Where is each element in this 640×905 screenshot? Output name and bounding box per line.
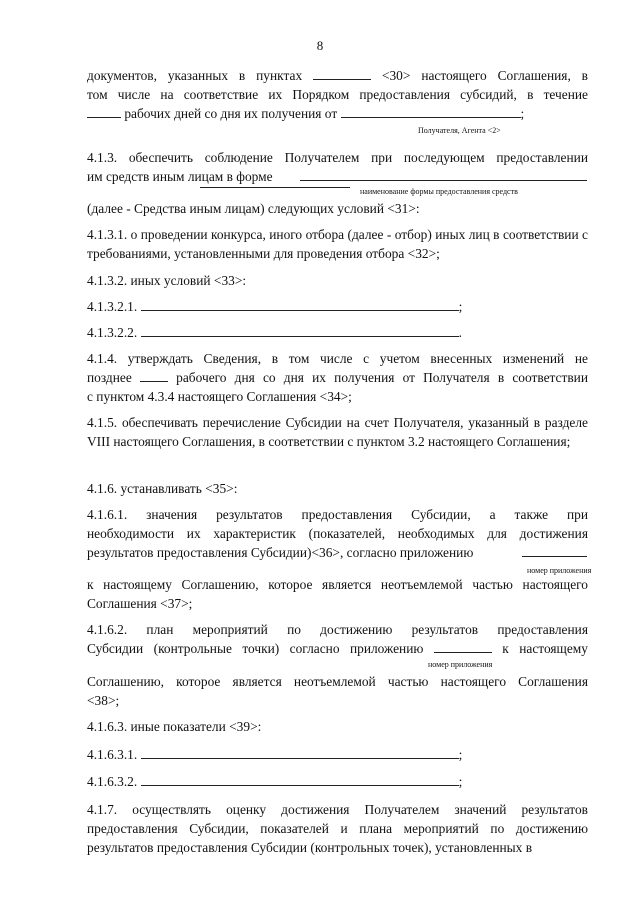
text-span: . [458,325,462,340]
text-span: ; [458,299,463,314]
field-caption: наименование формы предоставления средств [360,187,518,196]
item-label: 4.1.6.3.2. [87,774,138,789]
paragraph: 4.1.3.2. иных условий <33>: [87,273,247,288]
text-span: к настоящему [502,641,588,656]
fill-in-blank [313,67,371,80]
fill-in-blank [434,640,492,653]
fill-in-line [200,187,350,188]
text-span: <30> настоящего Соглашения, в [381,68,588,83]
paragraph-line: к настоящему Соглашению, которое является неотъемлемой частью настоящего [87,577,588,592]
paragraph-line: с пунктом 4.3.4 настоящего Соглашения <34>; [87,389,352,404]
text-span: Субсидии (контрольные точки) согласно приложению [87,641,424,656]
paragraph-line: 4.1.6.1. значения результатов предоставления Субсидии, а также при [87,507,588,522]
paragraph-line [87,639,588,658]
paragraph-line [87,323,588,342]
paragraph: 4.1.6.3. иные показатели <39>: [87,719,262,734]
paragraph-line [87,745,588,764]
text-span: рабочих дней со дня их получения от [124,106,338,121]
paragraph-line: том числе на соответствие их Порядком предоставления субсидий, в течение [87,87,588,102]
paragraph-line: 4.1.4. утверждать Сведения, в том числе с учетом внесенных изменений не [87,351,588,366]
text-span: ; [458,774,463,789]
fill-in-blank [141,298,459,311]
field-caption: номер приложения [428,660,493,669]
text-span: им средств иным лицам в форме [87,169,273,184]
text-span: рабочего дня со дня их получения от Получателя в соответствии [176,370,588,385]
paragraph-line [87,66,588,85]
paragraph: 4.1.6. устанавливать <35>: [87,481,238,496]
fill-in-blank [341,105,521,118]
paragraph-line [87,167,588,186]
fill-in-blank [87,105,121,118]
field-caption: номер приложения [527,566,592,575]
paragraph-line: 4.1.3. обеспечить соблюдение Получателем при последующем предоставлении [87,150,588,165]
text-span: ; [458,747,463,762]
fill-in-blank [141,324,459,337]
fill-in-line [300,180,587,181]
fill-in-blank [140,369,168,382]
paragraph-line [87,368,588,387]
text-span: ; [520,106,525,121]
fill-in-blank [141,746,459,759]
paragraph-line: (далее - Средства иным лицам) следующих условий <31>: [87,201,420,216]
paragraph-line: результатов предоставления Субсидии)<36>, согласно приложению [87,545,474,560]
paragraph: 4.1.5. обеспечивать перечисление Субсидии на счет Получателя, указанный в разделе VIII настоящего Соглашения, в соответствии с пунктом 3.2 настоящего Соглашения; [87,415,588,449]
text-span: документов, указанных в пунктах [87,68,303,83]
paragraph: 4.1.7. осуществлять оценку достижения Получателем значений результатов предоставления Субсидии, показателей и плана мероприятий по достижению результатов предоставления Субсидии (контрольных точек), установленных в [87,802,588,855]
paragraph-line [87,772,588,791]
text-span: позднее [87,370,132,385]
paragraph-line: Соглашения <37>; [87,596,193,611]
paragraph-line [87,104,588,123]
field-caption: Получателя, Агента <2> [418,126,501,135]
item-label: 4.1.3.2.2. [87,325,138,340]
paragraph-line: Соглашению, которое является неотъемлемой частью настоящего Соглашения [87,674,588,689]
fill-in-blank [141,773,459,786]
fill-in-line [522,556,587,557]
paragraph-line [87,297,588,316]
item-label: 4.1.3.2.1. [87,299,138,314]
paragraph-line: необходимости их характеристик (показателей, необходимых для достижения [87,526,588,541]
item-label: 4.1.6.3.1. [87,747,138,762]
paragraph-line: 4.1.6.2. план мероприятий по достижению результатов предоставления [87,622,588,637]
paragraph-line: <38>; [87,693,120,708]
page-number: 8 [316,38,324,53]
paragraph: 4.1.3.1. о проведении конкурса, иного отбора (далее - отбор) иных лиц в соответствии с требованиями, установленными для проведения отбора <32>; [87,227,588,261]
